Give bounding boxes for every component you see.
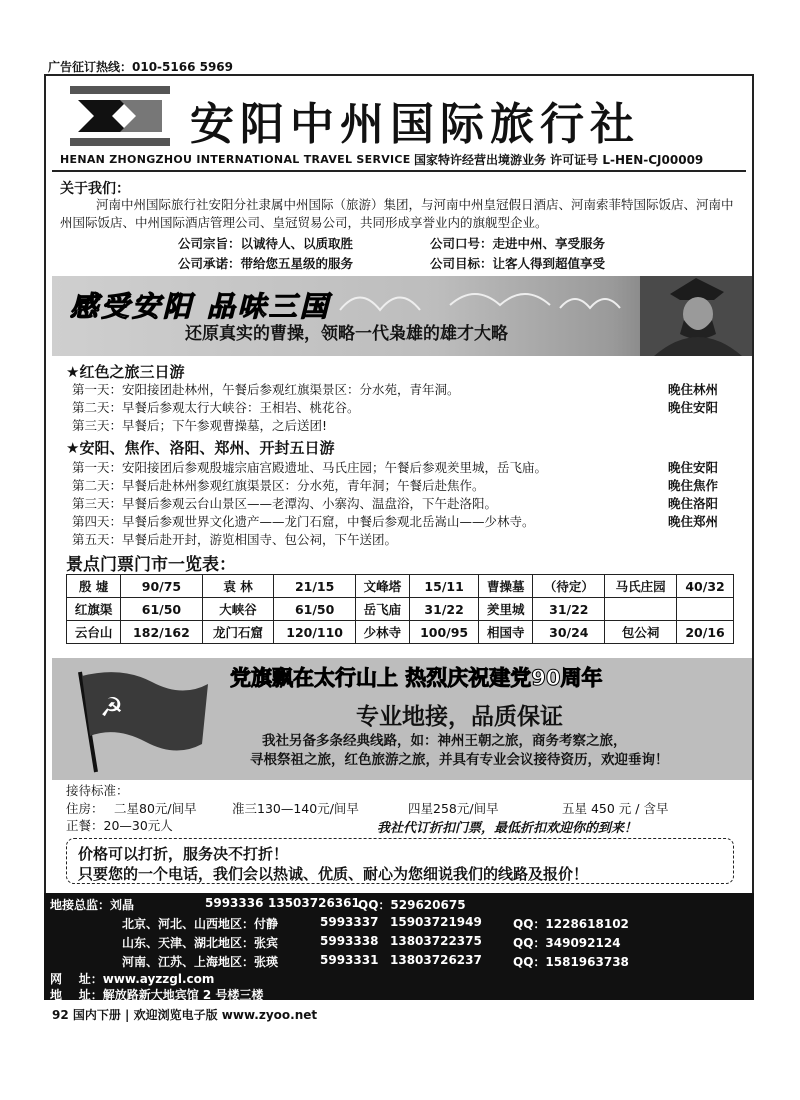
table-cell: 文峰塔 (355, 575, 409, 598)
red-tour-day-1: 第一天：安阳接团赴林州，午餐后参观红旗渠景区：分水苑，青年洞。 (72, 382, 460, 397)
red-tour-heading: ★红色之旅三日游 (66, 363, 185, 381)
about-heading: 关于我们： (60, 181, 130, 197)
table-cell: 少林寺 (355, 621, 409, 644)
red-tour-stay-1: 晚住林州 (668, 382, 719, 397)
company-name: 安阳中州国际旅行社 (190, 99, 640, 150)
table-cell: 61/50 (121, 598, 202, 621)
five-day-tour-stay-4: 晚住郑州 (668, 514, 719, 529)
contact-qq-3: QQ：349092124 (513, 936, 621, 950)
table-cell: 61/50 (274, 598, 355, 621)
party-banner-text (250, 732, 750, 770)
lodging-three-star: 准三130—140元/间早 (232, 801, 359, 816)
about-text: 河南中州国际旅行社安阳分社隶属中州国际（旅游）集团，与河南中州皇冠假日酒店、河南索菲特国际饭店、河南中州国际饭店、中州国际酒店管理公司、皇冠贸易公司，共同形成享誉业内的旗舰型企业。 (60, 197, 734, 230)
table-row (67, 621, 734, 644)
lodging-label: 住房： (66, 801, 104, 816)
contact-address: 地 址：解放路新大地宾馆 2 号楼三楼 (50, 988, 264, 1002)
contact-mobile-4: 13803726237 (390, 953, 482, 967)
table-cell: 大峡谷 (202, 598, 274, 621)
contact-website[interactable]: 网 址：www.ayzzgl.com (50, 972, 215, 986)
table-cell: 云台山 (67, 621, 121, 644)
contact-phone-4: 5993331 (320, 953, 379, 967)
company-promise: 公司承诺：带给您五星级的服务 (178, 256, 354, 271)
contact-label-4: 河南、江苏、上海地区：张瑛 (122, 955, 279, 969)
table-cell: 40/32 (677, 575, 734, 598)
party-banner-line-2: 寻根祭祖之旅，红色旅游之旅，并具有专业会议接待资历，欢迎垂询！ (250, 752, 669, 768)
table-cell (605, 598, 677, 621)
table-cell: 15/11 (410, 575, 479, 598)
five-day-tour-stay-1: 晚住安阳 (668, 460, 719, 475)
party-flag-icon (70, 664, 210, 774)
contact-qq-1: QQ：529620675 (358, 898, 466, 912)
contact-label-1: 地接总监：刘晶 (50, 898, 135, 912)
party-banner-line-1: 我社另备多条经典线路，如：神州王朝之旅，商务考察之旅， (262, 733, 627, 749)
cloud-pattern-icon (330, 280, 630, 320)
table-cell: 20/16 (677, 621, 734, 644)
five-day-tour-stay-2: 晚住焦作 (668, 478, 719, 493)
table-cell: 31/22 (410, 598, 479, 621)
table-cell: 袁 林 (202, 575, 274, 598)
table-cell: 龙门石窟 (202, 621, 274, 644)
table-cell: 182/162 (121, 621, 202, 644)
contact-label-3: 山东、天津、湖北地区：张宾 (122, 936, 279, 950)
contact-qq-4: QQ：1581963738 (513, 955, 629, 969)
five-day-tour-day-2: 第二天：早餐后赴林州参观红旗渠景区：分水苑，青年洞；午餐后赴焦作。 (72, 478, 485, 493)
contact-mobile-2: 15903721949 (390, 915, 482, 929)
table-cell: 相国寺 (479, 621, 533, 644)
ticket-price-heading: 景点门票门市一览表： (66, 555, 236, 575)
price-slogan: 价格可以打折，服务决不打折！ (78, 845, 289, 863)
company-slogan: 公司口号：走进中州、享受服务 (430, 236, 606, 251)
table-cell: 90/75 (121, 575, 202, 598)
table-cell: 30/24 (533, 621, 605, 644)
table-cell: 曹操墓 (479, 575, 533, 598)
red-tour-day-3: 第三天：早餐后；下午参观曹操墓，之后送团! (72, 418, 328, 433)
price-call-to-action: 只要您的一个电话，我们会以热诚、优质、耐心为您细说我们的线路及报价！ (78, 865, 589, 883)
lodging-five-star: 五星 450 元 / 含早 (562, 801, 669, 816)
contact-mobile-1: 13503726361 (268, 896, 360, 910)
discount-ticket-note: 我社代订折扣门票，最低折扣欢迎你的到来！ (377, 821, 638, 836)
table-cell: 殷 墟 (67, 575, 121, 598)
company-tenet: 公司宗旨：以诚待人、以质取胜 (178, 236, 354, 251)
five-day-tour-heading: ★安阳、焦作、洛阳、郑州、开封五日游 (66, 439, 335, 457)
table-cell: 31/22 (533, 598, 605, 621)
table-cell: 羑里城 (479, 598, 533, 621)
sanguo-banner-subtitle: 还原真实的曹操，领略一代枭雄的雄才大略 (185, 324, 508, 344)
party-banner-subtitle: 专业地接，品质保证 (356, 703, 563, 730)
caocao-portrait-icon (640, 276, 752, 356)
header-divider (52, 170, 746, 172)
table-cell: 21/15 (274, 575, 355, 598)
table-cell: 红旗渠 (67, 598, 121, 621)
five-day-tour-stay-3: 晚住洛阳 (668, 496, 719, 511)
reception-standards-heading: 接待标准： (66, 783, 129, 798)
contact-qq-2: QQ：1228618102 (513, 917, 629, 931)
page-footer: 92 国内下册 | 欢迎浏览电子版 www.zyoo.net (52, 1008, 318, 1022)
sanguo-banner-title: 感受安阳 品味三国 (70, 290, 331, 323)
red-tour-stay-2: 晚住安阳 (668, 400, 719, 415)
company-logo-icon (70, 86, 170, 146)
table-cell: （待定） (533, 575, 605, 598)
table-cell: 120/110 (274, 621, 355, 644)
company-name-english: HENAN ZHONGZHOU INTERNATIONAL TRAVEL SERVICE (60, 153, 411, 166)
license-number: 国家特许经营出境游业务 许可证号 L-HEN-CJ00009 (414, 153, 704, 167)
red-tour-day-2: 第二天：早餐后参观太行大峡谷：王相岩、桃花谷。 (72, 400, 360, 415)
contact-phone-1: 5993336 (205, 896, 264, 910)
five-day-tour-day-3: 第三天：早餐后参观云台山景区——老潭沟、小寨沟、温盘浴，下午赴洛阳。 (72, 496, 498, 511)
company-goal: 公司目标：让客人得到超值享受 (430, 256, 606, 271)
contact-phone-2: 5993337 (320, 915, 379, 929)
five-day-tour-day-4: 第四天：早餐后参观世界文化遗产——龙门石窟，中餐后参观北岳嵩山——少林寺。 (72, 514, 535, 529)
contact-mobile-3: 13803722375 (390, 934, 482, 948)
ticket-price-table (66, 574, 734, 644)
party-banner-title: 党旗飘在太行山上 热烈庆祝建党90周年 (230, 666, 603, 690)
lodging-two-star: 二星80元/间早 (114, 801, 197, 816)
table-row (67, 575, 734, 598)
svg-text:☭: ☭ (100, 693, 124, 723)
contact-phone-3: 5993338 (320, 934, 379, 948)
contact-label-2: 北京、河北、山西地区：付静 (122, 917, 279, 931)
table-cell: 马氏庄园 (605, 575, 677, 598)
five-day-tour-day-1: 第一天：安阳接团后参观殷墟宗庙宫殿遗址、马氏庄园；午餐后参观羑里城，岳飞庙。 (72, 460, 548, 475)
table-row (67, 598, 734, 621)
meal-standard: 正餐：20—30元人 (66, 818, 173, 833)
table-cell (677, 598, 734, 621)
table-cell: 包公祠 (605, 621, 677, 644)
table-cell: 岳飞庙 (355, 598, 409, 621)
five-day-tour-day-5: 第五天：早餐后赴开封，游览相国寺、包公祠，下午送团。 (72, 532, 398, 547)
table-cell: 100/95 (410, 621, 479, 644)
lodging-four-star: 四星258元/间早 (408, 801, 499, 816)
ad-hotline: 广告征订热线：010-5166 5969 (48, 60, 234, 74)
